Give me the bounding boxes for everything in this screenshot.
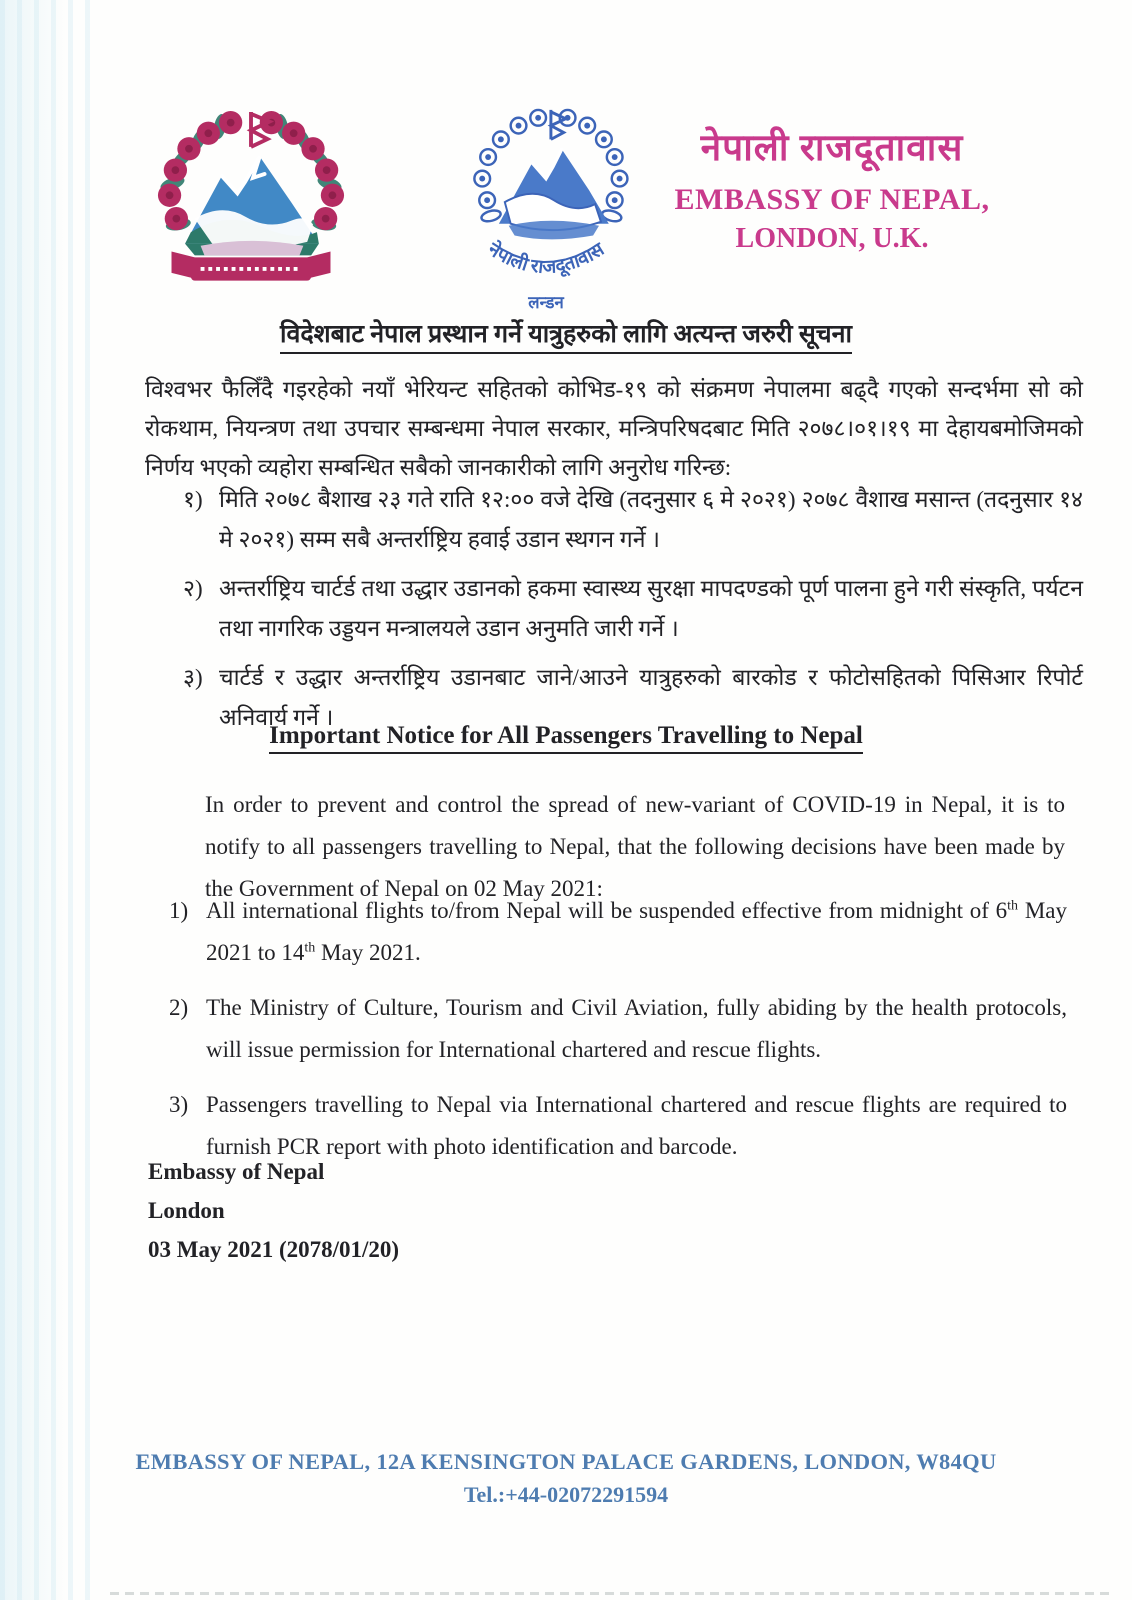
nepali-intro-paragraph: विश्वभर फैलिँदै गइरहेको नयाँ भेरियन्ट सहितको कोभिड-१९ को संक्रमण नेपालमा बढ्दै गएको सन्दर्भमा सो को रोकथाम, नियन्त्रण तथा उपचार सम्बन्धमा नेपाल सरकार, मन्त्रिपरिषदबाट मिति २०७८।०१।१९ मा देहायबमोजिमको निर्णय भएको व्यहोरा सम्बन्धित सबैको जानकारीको लागि अनुरोध गरिन्छ: (145, 377, 1083, 480)
list-item (183, 569, 1083, 649)
list-item-number: १) (183, 487, 203, 512)
english-numbered-list (169, 890, 1067, 1181)
list-item-text: मिति २०७८ बैशाख २३ गते राति १२:०० वजे देखि (तदनुसार ६ मे २०२१) २०७८ वैशाख मसान्त (तदनुसार १४ मे २०२१) सम्म सबै अन्तर्राष्ट्रिय हवाई उडान स्थगन गर्ने । (219, 487, 1083, 552)
nepali-notice-title-text: विदेशबाट नेपाल प्रस्थान गर्ने यात्रुहरुको लागि अत्यन्त जरुरी सूचना (280, 321, 852, 354)
signature-block (148, 1152, 399, 1269)
list-item-text: अन्तर्राष्ट्रिय चार्टर्ड तथा उद्धार उडानको हकमा स्वास्थ्य सुरक्षा मापदण्डको पूर्ण पालना हुने गरी संस्कृति, पर्यटन तथा नागरिक उड्डयन मन्त्रालयले उडान अनुमति जारी गर्ने । (219, 576, 1083, 641)
ordinal-superscript: th (304, 940, 316, 956)
signature-city: London (148, 1198, 225, 1223)
svg-text:नेपाली राजदूतावास (483, 237, 609, 279)
scan-artifact-bottom-edge (110, 1592, 1114, 1595)
footer-contact-block (0, 1445, 1132, 1511)
nepali-notice-title (0, 316, 1132, 350)
list-item-text-part: May 2021. (315, 940, 421, 965)
list-item-number: ३) (183, 665, 203, 690)
list-item-number: 1) (169, 898, 189, 923)
seal-caption-city: लन्डन (528, 293, 564, 313)
embassy-of-nepal-seal (450, 106, 642, 314)
signature-org: Embassy of Nepal (148, 1159, 325, 1184)
list-item-number: 2) (169, 995, 189, 1020)
footer-phone: Tel.:+44-02072291594 (463, 1482, 669, 1507)
embassy-name-english: EMBASSY OF NEPAL, (674, 183, 990, 216)
list-item-text-part: All international flights to/from Nepal will be suspended effective from midnight of 6 (206, 898, 1008, 923)
signature-date: 03 May 2021 (2078/01/20) (148, 1237, 400, 1262)
letterhead (644, 126, 1020, 258)
list-item-text: The Ministry of Culture, Tourism and Civil Aviation, fully abiding by the health protocols, will issue permission for International chartered and rescue flights. (206, 995, 1067, 1062)
nepal-coat-of-arms-emblem (142, 110, 360, 300)
list-item (169, 890, 1067, 974)
english-notice-title-text: Important Notice for All Passengers Travelling to Nepal (269, 722, 863, 754)
seal-caption-nepali: नेपाली राजदूतावास (484, 238, 608, 279)
embassy-name-nepali: नेपाली राजदूतावास (700, 128, 964, 169)
scan-artifact-left-edge (0, 0, 96, 1600)
list-item-text (206, 890, 1067, 974)
list-item-text: चार्टर्ड र उद्धार अन्तर्राष्ट्रिय उडानबाट जाने/आउने यात्रुहरुको बारकोड र फोटोसहितको पिसिआर रिपोर्ट अनिवार्य गर्ने । (219, 665, 1083, 730)
ordinal-superscript: th (1007, 898, 1019, 914)
english-intro-paragraph: In order to prevent and control the spread of new-variant of COVID-19 in Nepal, it is to notify to all passengers travelling to Nepal, that the following decisions have been made by the Government of Nepal on 02 May 2021: (205, 792, 1065, 901)
list-item-text: Passengers travelling to Nepal via International chartered and rescue flights are required to furnish PCR report with photo identification and barcode. (206, 1092, 1067, 1159)
embassy-location: LONDON, U.K. (735, 223, 929, 254)
list-item (183, 480, 1083, 560)
footer-address: EMBASSY OF NEPAL, 12A KENSINGTON PALACE GARDENS, LONDON, W84QU (135, 1449, 997, 1474)
english-notice-title (0, 722, 1132, 750)
nepali-numbered-list (183, 480, 1083, 747)
list-item (169, 987, 1067, 1071)
list-item-number: 3) (169, 1092, 189, 1117)
list-item-number: २) (183, 576, 203, 601)
list-item-text-part: May 2021 to 14 (206, 898, 1067, 965)
